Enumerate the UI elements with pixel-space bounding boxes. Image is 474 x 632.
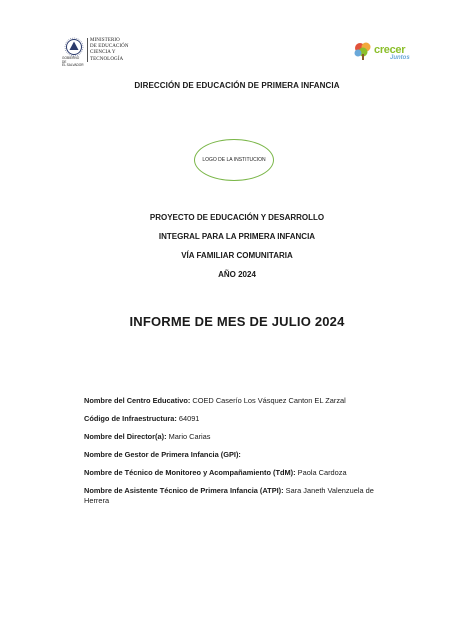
- project-line: PROYECTO DE EDUCACIÓN Y DESARROLLO: [149, 213, 325, 222]
- field-label: Nombre del Director(a):: [84, 432, 167, 441]
- field-label: Nombre de Técnico de Monitoreo y Acompañamiento (TdM):: [84, 468, 296, 477]
- field-centro-educativo: [84, 396, 394, 406]
- report-title: INFORME DE MES DE JULIO 2024: [129, 314, 345, 329]
- crecer-juntos-logo: [352, 40, 412, 66]
- government-label: GOBIERNO DE EL SALVADOR: [62, 56, 84, 68]
- field-label: Nombre del Centro Educativo:: [84, 396, 191, 405]
- field-tecnico-tdm: [84, 468, 394, 478]
- juntos-wordmark: Juntos: [390, 55, 410, 61]
- institution-logo-placeholder: [194, 139, 274, 181]
- field-value: COED Caserío Los Vásquez Canton EL Zarzal: [190, 396, 346, 405]
- field-value: Mario Carias: [166, 432, 211, 441]
- field-director: [84, 432, 394, 442]
- project-line: VÍA FAMILIAR COMUNITARIA: [181, 251, 293, 260]
- field-label: Código de Infraestructura:: [84, 414, 177, 423]
- field-value: Paola Cardoza: [295, 468, 347, 477]
- logo-divider: [87, 38, 88, 62]
- field-label: Nombre de Gestor de Primera Infancia (GPI):: [84, 450, 241, 459]
- field-label: Nombre de Asistente Técnico de Primera Infancia (ATPI):: [84, 486, 284, 495]
- report-fields: [84, 396, 394, 514]
- field-codigo-infraestructura: [84, 414, 394, 424]
- project-title: [0, 208, 474, 284]
- field-gestor-gpi: [84, 450, 394, 460]
- institution-logo-label: LOGO DE LA INSTITUCION: [202, 157, 266, 163]
- crecer-wordmark: crecer: [374, 44, 406, 56]
- field-asistente-atpi: [84, 486, 394, 506]
- field-value: 64091: [176, 414, 200, 423]
- project-year: AÑO 2024: [218, 270, 256, 279]
- ministry-logo: [62, 37, 142, 68]
- tree-icon: [352, 40, 374, 62]
- ministry-name: MINISTERIO DE EDUCACIÓN CIENCIA Y TECNOLOGÍA: [90, 38, 129, 62]
- direccion-heading: DIRECCIÓN DE EDUCACIÓN DE PRIMERA INFANCIA: [134, 81, 340, 90]
- coat-of-arms-icon: [62, 37, 86, 57]
- field-value: Sara Janeth Valenzuela de Herrera: [84, 486, 374, 505]
- project-line: INTEGRAL PARA LA PRIMERA INFANCIA: [158, 232, 316, 241]
